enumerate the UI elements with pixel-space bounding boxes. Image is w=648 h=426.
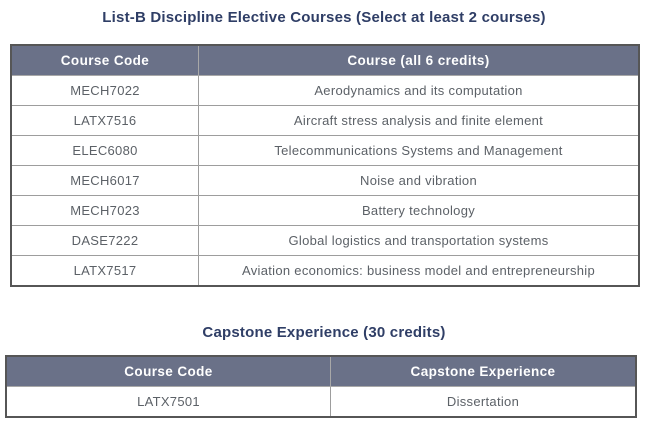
elective-table-header-row	[11, 45, 639, 76]
capstone-table	[5, 355, 637, 418]
header-cell-course-code: Course Code	[11, 45, 199, 76]
course-name-cell: Aerodynamics and its computation	[199, 76, 640, 106]
header-cell-capstone: Capstone Experience	[331, 356, 637, 387]
course-name-cell: Noise and vibration	[199, 166, 640, 196]
course-name-cell: Aviation economics: business model and entrepreneurship	[199, 256, 640, 287]
course-code-cell: MECH6017	[11, 166, 199, 196]
table-row	[11, 76, 639, 106]
course-code-cell: ELEC6080	[11, 136, 199, 166]
elective-section-title: List-B Discipline Elective Courses (Select at least 2 courses)	[102, 9, 546, 26]
header-cell-course: Course (all 6 credits)	[199, 45, 640, 76]
table-row	[11, 136, 639, 166]
course-name-cell: Global logistics and transportation systems	[199, 226, 640, 256]
capstone-section-title: Capstone Experience (30 credits)	[202, 324, 446, 341]
table-row	[11, 196, 639, 226]
course-name-cell: Telecommunications Systems and Management	[199, 136, 640, 166]
table-row	[11, 106, 639, 136]
table-row	[11, 256, 639, 287]
capstone-table-header-row	[6, 356, 636, 387]
table-row	[11, 166, 639, 196]
course-code-cell: MECH7023	[11, 196, 199, 226]
course-code-cell: LATX7517	[11, 256, 199, 287]
table-row	[11, 226, 639, 256]
course-code-cell: DASE7222	[11, 226, 199, 256]
elective-courses-table	[10, 44, 640, 287]
header-cell-course-code: Course Code	[6, 356, 331, 387]
course-name-cell: Aircraft stress analysis and finite element	[199, 106, 640, 136]
course-code-cell: LATX7516	[11, 106, 199, 136]
capstone-name-cell: Dissertation	[331, 387, 637, 418]
course-code-cell: MECH7022	[11, 76, 199, 106]
course-name-cell: Battery technology	[199, 196, 640, 226]
course-code-cell: LATX7501	[6, 387, 331, 418]
table-row	[6, 387, 636, 418]
